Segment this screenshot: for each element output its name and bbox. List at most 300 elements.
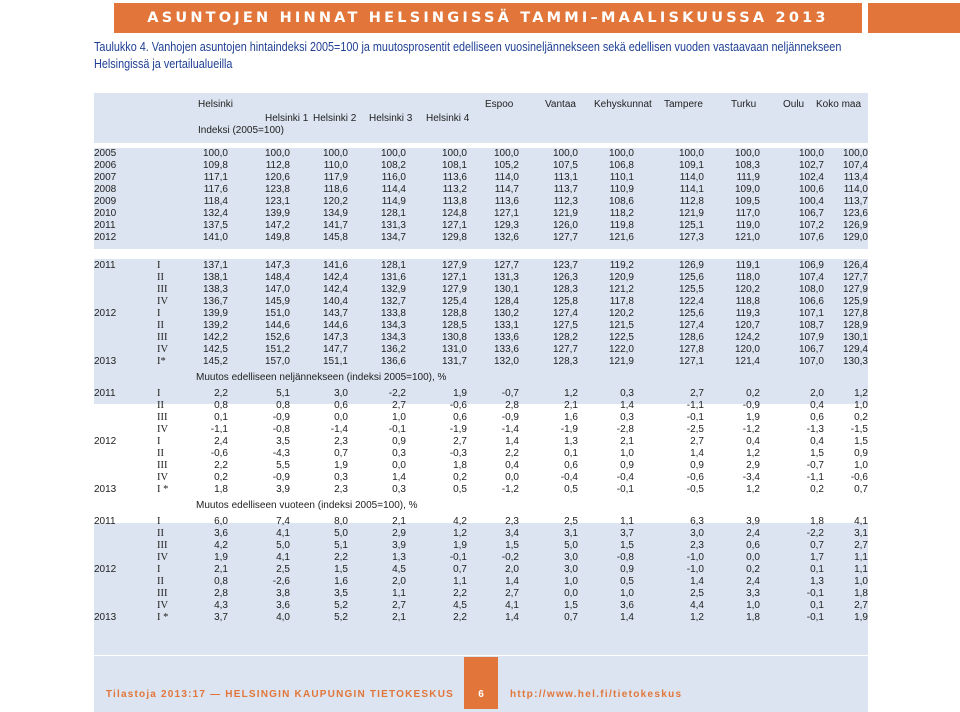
table-cell: 0,9 [620,460,634,471]
table-cell: 1,9 [334,460,348,471]
footer-url-text[interactable]: http://www.hel.fi/tietokeskus [510,689,683,700]
table-row [94,332,868,344]
col-tampere: Tampere [664,99,703,110]
table-cell: 128,3 [552,356,578,367]
table-cell: 3,7 [620,528,634,539]
table-cell: 2,8 [214,588,228,599]
table-cell: 137,1 [202,260,228,271]
table-cell: 120,2 [608,308,634,319]
table-cell: 2,4 [214,436,228,447]
table-cell: 0,0 [564,588,578,599]
table-cell: -0,6 [850,472,868,483]
table-cell: 0,2 [854,412,868,423]
table-cell: 126,4 [842,260,868,271]
table-cell: 3,1 [564,528,578,539]
table-cell: 0,8 [214,400,228,411]
table-cell: 128,1 [380,260,406,271]
table-cell: 107,2 [798,220,824,231]
row-quarter: IV [157,424,169,435]
table-cell: 6,3 [690,516,704,527]
row-quarter: III [157,412,168,423]
table-cell: 117,1 [203,172,228,183]
table-cell: 1,6 [334,576,348,587]
index-label: Indeksi (2005=100) [198,125,284,136]
table-cell: 5,0 [276,540,290,551]
table-cell: -0,1 [806,588,824,599]
table-cell: 1,9 [746,412,760,423]
table-cell: -0,4 [616,472,634,483]
table-cell: 1,8 [746,612,760,623]
table-cell: 0,2 [746,564,760,575]
table-cell: 3,5 [276,436,290,447]
table-cell: 2,2 [334,552,348,563]
row-quarter: II [157,272,164,283]
table-cell: 132,4 [202,208,228,219]
table-cell: -1,5 [850,424,868,435]
table-cell: 142,4 [322,272,348,283]
table-cell: 126,3 [552,272,578,283]
table-cell: 120,7 [734,320,760,331]
table-cell: 1,3 [392,552,406,563]
row-quarter: III [157,588,168,599]
table-cell: 120,6 [264,172,290,183]
table-cell: 121,9 [608,356,634,367]
table-cell: 100,0 [734,148,760,159]
table-cell: 113,8 [442,196,467,207]
table-cell: 3,6 [620,600,634,611]
table-cell: 118,8 [735,296,760,307]
table-cell: 134,9 [322,208,348,219]
table-cell: 2,4 [746,528,760,539]
table-cell: 0,2 [214,472,228,483]
table-cell: 4,1 [276,528,290,539]
table-cell: 100,0 [842,148,868,159]
table-cell: 8,0 [334,516,348,527]
row-quarter: I [157,436,161,447]
table-cell: 2,3 [690,540,704,551]
table-cell: 133,1 [493,320,519,331]
table-cell: 106,7 [798,344,824,355]
row-quarter: III [157,460,168,471]
table-cell: 100,0 [493,148,519,159]
table-cell: 123,1 [264,196,290,207]
table-cell: 4,0 [276,612,290,623]
table-cell: 0,6 [453,412,467,423]
section-header-text: Muutos edelliseen neljännekseen (indeksi 2005=100), % [196,372,447,383]
table-cell: 134,7 [380,232,406,243]
table-cell: 1,4 [505,576,519,587]
table-cell: 100,0 [798,148,824,159]
table-cell: 1,0 [564,576,578,587]
table-row [94,552,868,564]
table-cell: 4,2 [453,516,467,527]
table-cell: -1,0 [686,552,704,563]
table-caption: Taulukko 4. Vanhojen asuntojen hintaindeksi 2005=100 ja muutosprosentit edelliseen vuosineljännekseen sekä edellisen vuoden vastaavaan neljännekseen Helsingissä ja vertailualueilla [94,40,842,71]
footer-url[interactable] [510,681,682,709]
row-year: 2012 [94,308,117,319]
table-cell: 102,7 [798,160,824,171]
table-cell: -0,9 [272,472,290,483]
row-year: 2007 [94,172,117,183]
table-cell: 1,0 [854,576,868,587]
table-cell: 2,7 [854,600,868,611]
table-cell: 0,7 [564,612,578,623]
table-cell: 0,5 [564,484,578,495]
table-cell: 0,1 [564,448,578,459]
table-cell: 1,9 [453,540,467,551]
table-cell: 1,5 [564,600,578,611]
table-cell: 3,6 [214,528,228,539]
table-cell: 3,9 [392,540,406,551]
table-row [94,284,868,296]
table-cell: 127,1 [441,220,467,231]
table-cell: 141,7 [322,220,348,231]
table-cell: 0,1 [214,412,228,423]
table-cell: 0,2 [453,472,467,483]
table-cell: 0,9 [854,448,868,459]
table-cell: 1,1 [854,564,868,575]
table-cell: 122,4 [678,296,704,307]
table-cell: -1,2 [742,424,760,435]
table-cell: 0,6 [564,460,578,471]
table-row [94,516,868,528]
table-cell: 117,6 [203,184,228,195]
table-cell: 0,3 [392,484,406,495]
table-cell: -2,5 [686,424,704,435]
table-cell: 127,4 [552,308,578,319]
table-cell: 3,9 [276,484,290,495]
table-cell: 138,1 [202,272,228,283]
col-koko-maa: Koko maa [816,99,862,110]
table-cell: 106,8 [608,160,634,171]
table-cell: 2,7 [854,540,868,551]
page-header-title: ASUNTOJEN HINNAT HELSINGISSÄ TAMMI–MAALISKUUSSA 2013 [147,10,829,26]
table-row [94,436,868,448]
table-cell: 0,0 [392,460,406,471]
table-row [94,588,868,600]
table-row [94,424,868,436]
table-cell: 0,4 [505,460,519,471]
table-cell: 1,9 [214,552,228,563]
table-cell: 132,9 [380,284,406,295]
table-cell: 127,7 [552,344,578,355]
row-quarter: II [157,576,164,587]
table-cell: -0,9 [272,412,290,423]
table-cell: 100,0 [678,148,704,159]
table-cell: 113,4 [843,172,868,183]
table-cell: 131,7 [441,356,467,367]
table-cell: 0,2 [810,484,824,495]
table-cell: 114,0 [494,172,519,183]
table-row [94,600,868,612]
table-cell: 139,9 [202,308,228,319]
table-cell: 100,0 [264,148,290,159]
page-number: 6 [478,689,484,700]
table-cell: 1,4 [620,612,634,623]
table-cell: 2,3 [334,484,348,495]
table-cell: 147,0 [264,284,290,295]
table-cell: 2,2 [453,588,467,599]
table-cell: 109,1 [678,160,704,171]
table-cell: 2,9 [392,528,406,539]
row-quarter: IV [157,552,169,563]
row-quarter: IV [157,344,169,355]
table-cell: 3,0 [334,388,348,399]
table-cell: 129,0 [842,232,868,243]
table-cell: 0,0 [505,472,519,483]
table-cell: 126,9 [842,220,868,231]
row-quarter: I [157,308,161,319]
table-cell: 122,5 [608,332,634,343]
table-cell: 0,3 [620,388,634,399]
table-cell: 107,4 [798,272,824,283]
table-cell: 118,4 [203,196,228,207]
table-cell: -4,3 [272,448,290,459]
table-cell: -2,2 [806,528,824,539]
table-cell: 114,0 [843,184,868,195]
table-cell: 134,3 [380,320,406,331]
table-cell: 2,8 [505,400,519,411]
table-cell: 108,2 [380,160,406,171]
row-year: 2009 [94,196,117,207]
table-cell: 100,4 [798,196,824,207]
table-cell: 127,7 [842,272,868,283]
row-quarter: I [157,564,161,575]
table-cell: 107,0 [798,356,824,367]
table-cell: 114,4 [381,184,406,195]
table-cell: 0,7 [810,540,824,551]
table-cell: 125,5 [678,284,704,295]
table-cell: 0,2 [746,388,760,399]
table-cell: 127,9 [842,284,868,295]
table-cell: 130,3 [842,356,868,367]
table-cell: 1,8 [810,516,824,527]
table-cell: 147,3 [264,260,290,271]
table-cell: -0,8 [272,424,290,435]
table-cell: 4,1 [854,516,868,527]
table-cell: 126,0 [552,220,578,231]
table-cell: 0,0 [334,412,348,423]
table-cell: 0,6 [810,412,824,423]
table-cell: 0,3 [334,472,348,483]
table-cell: 110,0 [323,160,348,171]
table-cell: 0,9 [690,460,704,471]
footer-publication [0,681,460,709]
table-row [94,576,868,588]
row-quarter: II [157,448,164,459]
table-cell: 2,1 [392,612,406,623]
table-cell: 141,0 [202,232,228,243]
table-cell: 128,4 [493,296,519,307]
table-cell: 113,1 [553,172,578,183]
table-cell: 120,2 [734,284,760,295]
table-cell: 1,5 [810,448,824,459]
table-cell: -1,0 [686,564,704,575]
table-cell: 2,1 [392,516,406,527]
table-cell: 0,5 [620,576,634,587]
table-row [94,272,868,284]
row-year: 2008 [94,184,117,195]
table-cell: 1,1 [392,588,406,599]
table-cell: 1,5 [505,540,519,551]
table-row [94,400,868,412]
table-cell: -3,4 [742,472,760,483]
table-cell: 2,0 [505,564,519,575]
table-cell: 134,3 [380,332,406,343]
table-cell: -0,5 [686,484,704,495]
table-row [94,460,868,472]
table-cell: 0,9 [620,564,634,575]
table-cell: 5,2 [334,600,348,611]
table-cell: 2,7 [690,436,704,447]
table-cell: 119,3 [735,308,760,319]
table-row [94,196,868,208]
table-cell: 1,2 [564,388,578,399]
table-cell: 0,1 [810,600,824,611]
table-cell: 151,2 [264,344,290,355]
table-cell: 0,7 [453,564,467,575]
section-header-text: Muutos edelliseen vuoteen (indeksi 2005=100), % [196,500,418,511]
table-row [94,148,868,160]
table-cell: 0,8 [276,400,290,411]
table-cell: 107,1 [798,308,824,319]
table-cell: 100,0 [608,148,634,159]
row-year: 2011 [94,388,116,399]
table-cell: 127,7 [552,232,578,243]
table-cell: 5,1 [276,388,290,399]
table-cell: 4,1 [276,552,290,563]
table-cell: 127,4 [678,320,704,331]
table-row [94,448,868,460]
table-cell: 148,4 [264,272,290,283]
table-cell: 0,7 [854,484,868,495]
row-quarter: IV [157,600,169,611]
table-row [94,296,868,308]
table-cell: 100,0 [441,148,467,159]
table-cell: 147,7 [322,344,348,355]
table-cell: -1,1 [686,400,704,411]
table-cell: 142,5 [202,344,228,355]
table-cell: 1,2 [453,528,467,539]
table-cell: 107,9 [798,332,824,343]
table-cell: 127,1 [441,272,467,283]
table-cell: 2,2 [505,448,519,459]
row-year: 2012 [94,436,117,447]
table-cell: 109,0 [734,184,760,195]
table-cell: 122,0 [608,344,634,355]
row-year: 2011 [94,220,116,231]
table-cell: 152,6 [264,332,290,343]
header-accent-square [868,3,960,33]
row-year: 2005 [94,148,117,159]
table-cell: 144,6 [264,320,290,331]
table-row [94,612,868,624]
table-cell: 130,1 [842,332,868,343]
table-cell: 113,7 [553,184,578,195]
table-cell: 128,1 [380,208,406,219]
table-row [94,528,868,540]
table-cell: 125,8 [552,296,578,307]
table-cell: 0,3 [392,448,406,459]
table-cell: 0,7 [334,448,348,459]
table-cell: 2,4 [746,576,760,587]
table-cell: 3,9 [746,516,760,527]
table-row [94,308,868,320]
table-cell: 123,8 [264,184,290,195]
table-row [94,344,868,356]
table-cell: 1,9 [854,612,868,623]
table-cell: 119,2 [609,260,634,271]
table-cell: 0,8 [214,576,228,587]
table-cell: 1,4 [690,576,704,587]
table-cell: 113,6 [494,196,519,207]
footer-publication-text: Tilastoja 2013:17 — HELSINGIN KAUPUNGIN TIETOKESKUS [105,689,454,700]
table-cell: 4,4 [690,600,704,611]
table-cell: 2,2 [453,612,467,623]
table-cell: 0,4 [810,436,824,447]
table-cell: 1,4 [690,448,704,459]
table-row [94,208,868,220]
table-cell: 108,1 [441,160,467,171]
table-cell: 131,0 [441,344,467,355]
table-cell: -0,9 [742,400,760,411]
table-cell: 2,1 [620,436,634,447]
table-cell: -0,1 [616,484,634,495]
table-cell: 117,8 [609,296,634,307]
col-helsinki: Helsinki [198,99,234,110]
table-cell: -0,3 [449,448,467,459]
table-cell: 114,0 [679,172,704,183]
table-cell: 3,8 [276,588,290,599]
table-cell: -0,2 [501,552,519,563]
table-cell: 3,0 [564,552,578,563]
table-cell: -0,6 [449,400,467,411]
row-year: 2006 [94,160,117,171]
table-cell: 4,5 [392,564,406,575]
table-cell: 0,9 [392,436,406,447]
table-cell: 1,1 [854,552,868,563]
table-cell: 121,2 [608,284,634,295]
table-cell: 114,7 [494,184,519,195]
table-cell: 133,6 [493,332,519,343]
table-cell: 106,9 [798,260,824,271]
table-cell: 1,8 [453,460,467,471]
table-cell: 119,0 [735,220,760,231]
table-cell: 133,8 [380,308,406,319]
table-cell: 100,6 [798,184,824,195]
table-cell: 127,9 [441,260,467,271]
table-cell: -1,4 [501,424,519,435]
table-row [94,356,868,368]
table-cell: 131,6 [380,272,406,283]
table-cell: 1,0 [620,588,634,599]
table-cell: 5,1 [334,540,348,551]
table-cell: 1,2 [746,484,760,495]
table-cell: -0,6 [210,448,228,459]
table-cell: 2,3 [334,436,348,447]
row-quarter: I* [157,356,166,367]
table-cell: 142,4 [322,284,348,295]
row-year: 2013 [94,356,117,367]
table-cell: 0,6 [334,400,348,411]
table-cell: 3,1 [854,528,868,539]
table-cell: 128,6 [678,332,704,343]
table-cell: 7,4 [276,516,290,527]
table-cell: 1,8 [854,588,868,599]
table-cell: 3,7 [214,612,228,623]
table-cell: 118,2 [609,208,634,219]
table-cell: 139,9 [264,208,290,219]
